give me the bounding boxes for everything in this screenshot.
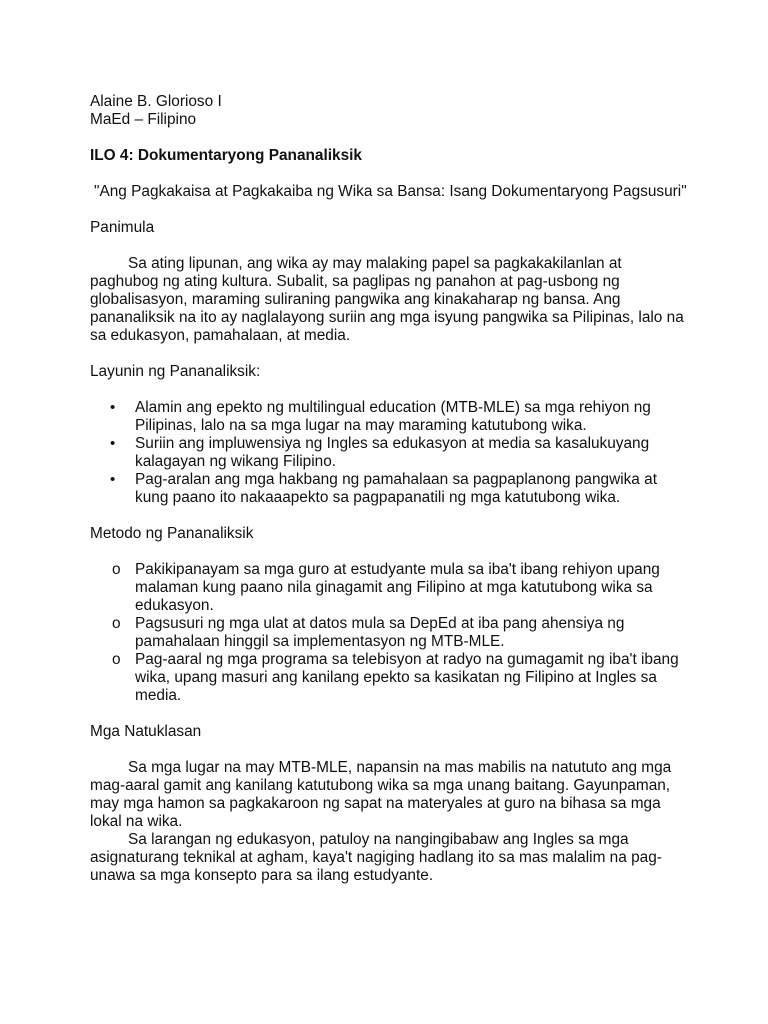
list-item [90, 471, 690, 507]
list-item-text: Pag-aralan ang mga hakbang ng pamahalaan sa pagpaplanong pangwika at kung paano ito nakaaapekto sa pagpapanatili ng mga katutubong wika. [135, 471, 657, 506]
list-item [90, 435, 690, 471]
list-item-text: Pakikipanayam sa mga guro at estudyante mula sa iba't ibang rehiyon upang malaman kung paano nila ginagamit ang Filipino at mga katutubong wika sa edukasyon. [135, 561, 660, 614]
circle-bullet-icon: o [112, 615, 121, 632]
circle-bullet-icon: o [112, 651, 121, 668]
bullet-icon: • [110, 435, 116, 452]
document-page [90, 93, 690, 885]
natuklasan-paragraph-1: Sa mga lugar na may MTB-MLE, napansin na mas mabilis na natututo ang mga mag-aaral gamit ang kanilang katutubong wika sa mga unang baitang. Gayunpaman, may mga hamon sa pagkakaroon ng sapat na materyales at guro na bihasa sa mga lokal na wika. [90, 759, 672, 830]
list-item [90, 561, 690, 615]
natuklasan-paragraph-2: Sa larangan ng edukasyon, patuloy na nangingibabaw ang Ingles sa mga asignaturang teknikal at agham, kaya't nagiging hadlang ito sa mas malalim na pag-unawa sa mga konsepto para sa ilang estudyante. [90, 831, 662, 884]
section-heading-natuklasan: Mga Natuklasan [90, 723, 202, 740]
section-heading-layunin: Layunin ng Pananaliksik: [90, 363, 261, 380]
list-item [90, 399, 690, 435]
section-heading-metodo: Metodo ng Pananaliksik [90, 525, 254, 542]
layunin-list [90, 399, 690, 507]
list-item [90, 615, 690, 651]
author-program: MaEd – Filipino [90, 111, 197, 128]
list-item [90, 651, 690, 705]
author-block [90, 93, 690, 129]
metodo-list [90, 561, 690, 705]
bullet-icon: • [110, 399, 116, 416]
list-item-text: Pagsusuri ng mga ulat at datos mula sa DepEd at iba pang ahensiya ng pamahalaan hinggil sa implementasyon ng MTB-MLE. [135, 615, 625, 650]
panimula-paragraph: Sa ating lipunan, ang wika ay may malaking papel sa pagkakakilanlan at paghubog ng ating kultura. Subalit, sa paglipas ng panahon at pag-usbong ng globalisasyon, maraming suliraning pangwika ang kinakaharap ng bansa. Ang pananaliksik na ito ay naglalayong suriin ang mga isyung pangwika sa Pilipinas, lalo na sa edukasyon, pamahalaan, at media. [90, 255, 684, 344]
document-title: ILO 4: Dokumentaryong Pananaliksik [90, 147, 362, 164]
list-item-text: Pag-aaral ng mga programa sa telebisyon at radyo na gumagamit ng iba't ibang wika, upang masuri ang kanilang epekto sa kasikatan ng Filipino at Ingles sa media. [135, 651, 679, 704]
circle-bullet-icon: o [112, 561, 121, 578]
list-item-text: Suriin ang impluwensiya ng Ingles sa edukasyon at media sa kasalukuyang kalagayan ng wikang Filipino. [135, 435, 650, 470]
author-name: Alaine B. Glorioso I [90, 93, 222, 110]
document-subtitle: "Ang Pagkakaisa at Pagkakaiba ng Wika sa Bansa: Isang Dokumentaryong Pagsusuri" [94, 183, 687, 200]
bullet-icon: • [110, 471, 116, 488]
section-heading-panimula: Panimula [90, 219, 155, 236]
list-item-text: Alamin ang epekto ng multilingual education (MTB-MLE) sa mga rehiyon ng Pilipinas, lalo na sa mga lugar na may maraming katutubong wika. [135, 399, 651, 434]
